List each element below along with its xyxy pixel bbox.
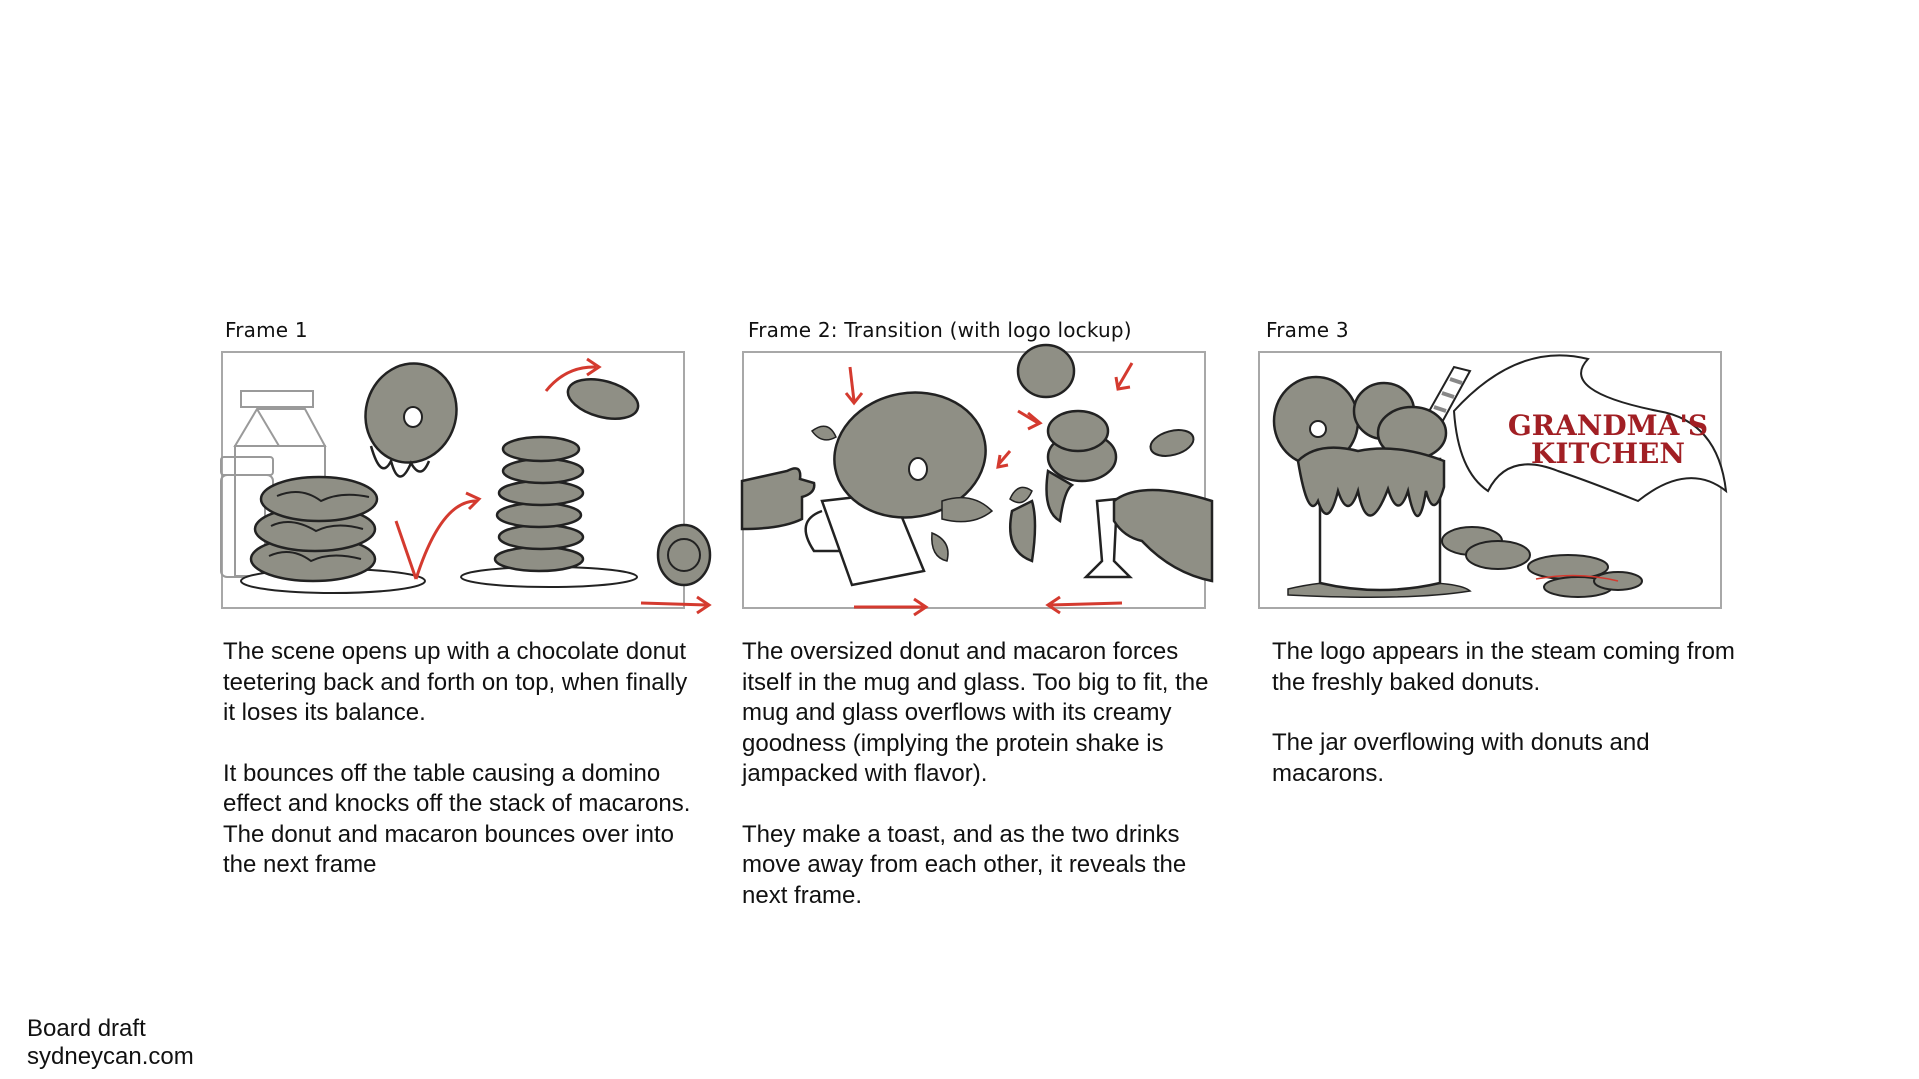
frame-2-description-paragraph: They make a toast, and as the two drinks move away from each other, it reveals the next frame. — [742, 820, 1187, 909]
logo-line-1: GRANDMA'S — [1507, 409, 1709, 442]
frame-1-illustration — [221, 351, 721, 613]
frame-3-label: Frame 3 — [1266, 318, 1349, 342]
frame-2-description-paragraph: The oversized donut and macaron forces itself in the mug and glass. Too big to fit, the mug and glass overflows with its creamy goodness (implying the protein shake is jampacked with flavor). — [742, 638, 1209, 787]
frame-3-description — [1272, 637, 1742, 819]
frame-1-description — [223, 637, 693, 911]
frame-3-description-paragraph: The logo appears in the steam coming from the freshly baked donuts. — [1272, 638, 1735, 696]
frame-3-illustration — [1258, 351, 1758, 613]
frame-2-label: Frame 2: Transition (with logo lockup) — [748, 318, 1132, 342]
frame-1-label: Frame 1 — [225, 318, 308, 342]
frame-1-description-paragraph: It bounces off the table causing a domino effect and knocks off the stack of macarons. The donut and macaron bounces over into the next frame — [223, 759, 691, 878]
footer-board-draft: Board draft — [27, 1015, 146, 1042]
footer — [27, 1015, 194, 1071]
footer-site-url: sydneycan.com — [27, 1043, 194, 1070]
frame-1-panel — [221, 351, 685, 609]
frame-1-description-paragraph: The scene opens up with a chocolate donut teetering back and forth on top, when finally it loses its balance. — [223, 638, 688, 726]
logo-line-2: KITCHEN — [1531, 437, 1685, 470]
frame-3-panel — [1258, 351, 1722, 609]
frame-3-description-paragraph: The jar overflowing with donuts and macarons. — [1272, 729, 1650, 787]
frame-2-description — [742, 637, 1212, 941]
frame-2-panel — [742, 351, 1206, 609]
frame-2-illustration — [742, 351, 1242, 613]
